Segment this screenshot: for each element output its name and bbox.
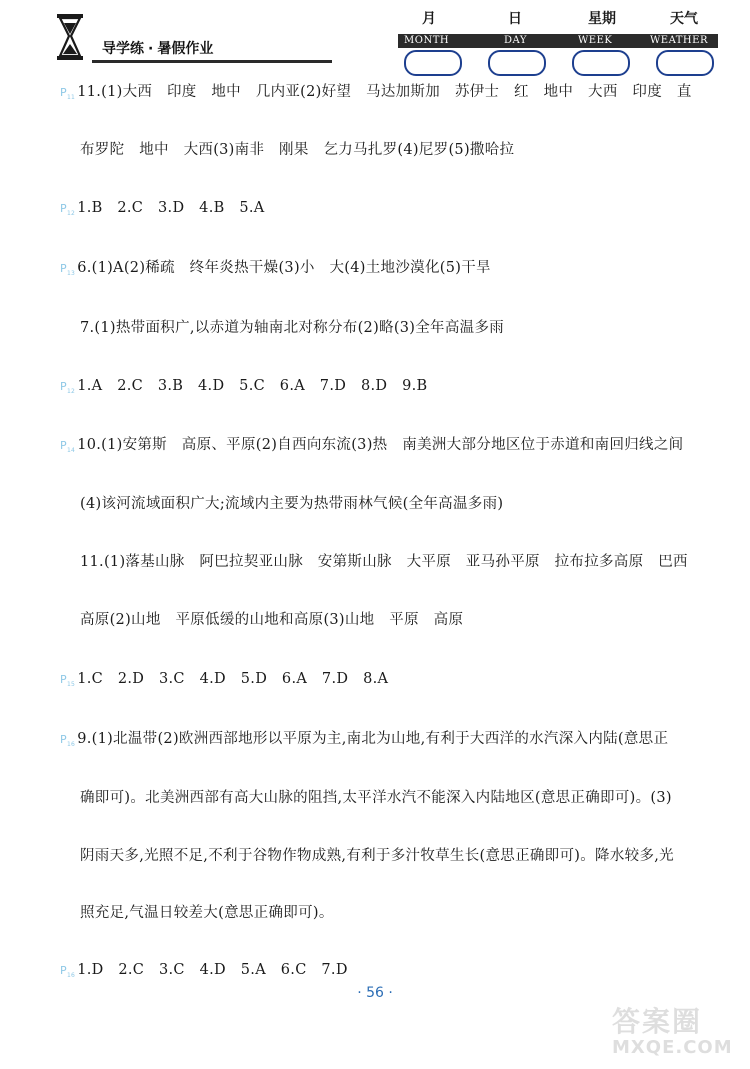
brand-right: 暑假作业 [157,41,214,57]
answer-line: 照充足,气温日较差大(意思正确即可)。 [80,905,334,921]
page-header [0,0,750,75]
answer-line: $P_{11}$ 11.(1)大西 印度 地中 几内亚(2)好望 马达加斯加 苏伊士 红 地中 大西 印度 直 [60,84,692,102]
page-number: · 56 · [357,985,393,1001]
date-labels [398,8,718,27]
page-marker: $P_{12}$ [60,380,76,396]
answer-line: $P_{12}$ 1.B 2.C 3.D 4.B 5.A [60,200,265,218]
page-marker: $P_{16}$ [60,733,76,749]
answer-line: 布罗陀 地中 大西(3)南非 刚果 乞力马扎罗(4)尼罗(5)撒哈拉 [80,142,515,158]
watermark-logo-text: 答案圈 [612,1005,703,1038]
page-marker: $P_{15}$ [60,673,76,689]
watermark-logo [612,1000,742,1062]
week-english: WEEK [578,35,613,46]
month-english: MONTH [404,35,450,46]
day-field[interactable] [488,50,546,76]
month-field[interactable] [404,50,462,76]
hourglass-icon [55,14,85,60]
weather-english: WEATHER [650,35,708,46]
answer-line: $P_{16}$ 1.D 2.C 3.C 4.D 5.A 6.C 7.D [60,962,348,980]
brand-dot: · [148,41,154,57]
weather-field[interactable] [656,50,714,76]
answer-line: $P_{15}$ 1.C 2.D 3.C 4.D 5.D 6.A 7.D 8.A [60,671,389,689]
page-marker: $P_{14}$ [60,439,76,455]
answer-line: 11.(1)落基山脉 阿巴拉契亚山脉 安第斯山脉 大平原 亚马孙平原 拉布拉多高原 巴西 [80,554,688,570]
day-label: 日 [508,11,522,27]
month-label: 月 [422,11,436,27]
answer-line: $P_{12}$ 1.A 2.C 3.B 4.D 5.C 6.A 7.D 8.D 9.B [60,378,428,396]
answer-line: 7.(1)热带面积广,以赤道为轴南北对称分布(2)略(3)全年高温多雨 [80,320,505,336]
date-english-bar [398,34,718,48]
answer-line: 确即可)。北美洲西部有高大山脉的阻挡,太平洋水汽不能深入内陆地区(意思正确即可)。(3) [80,790,672,806]
answer-line: $P_{13}$ 6.(1)A(2)稀疏 终年炎热干燥(3)小 大(4)土地沙漠化(5)干旱 [60,260,491,278]
brand-left: 导学练 [102,41,144,57]
answer-line: 高原(2)山地 平原低缓的山地和高原(3)山地 平原 高原 [80,612,464,628]
answer-line: 阴雨天多,光照不足,不利于谷物作物成熟,有利于多汁牧草生长(意思正确即可)。降水较多,光 [80,848,674,864]
page-marker: $P_{16}$ [60,964,76,980]
watermark-url: MXQE.COM [612,1037,733,1058]
answer-line: $P_{16}$ 9.(1)北温带(2)欧洲西部地形以平原为主,南北为山地,有利于大西洋的水汽深入内陆(意思正 [60,731,669,749]
page-marker: $P_{11}$ [60,86,76,102]
week-field[interactable] [572,50,630,76]
answer-line: $P_{14}$ 10.(1)安第斯 高原、平原(2)自西向东流(3)热 南美洲大部分地区位于赤道和南回归线之间 [60,437,684,455]
day-english: DAY [504,35,527,46]
brand-title [102,38,213,58]
page-marker: $P_{12}$ [60,202,76,218]
answer-line: (4)该河流域面积广大;流域内主要为热带雨林气候(全年高温多雨) [80,496,504,512]
page-marker: $P_{13}$ [60,262,76,278]
week-label: 星期 [588,11,616,27]
brand-underline [92,60,332,63]
weather-label: 天气 [670,11,698,27]
